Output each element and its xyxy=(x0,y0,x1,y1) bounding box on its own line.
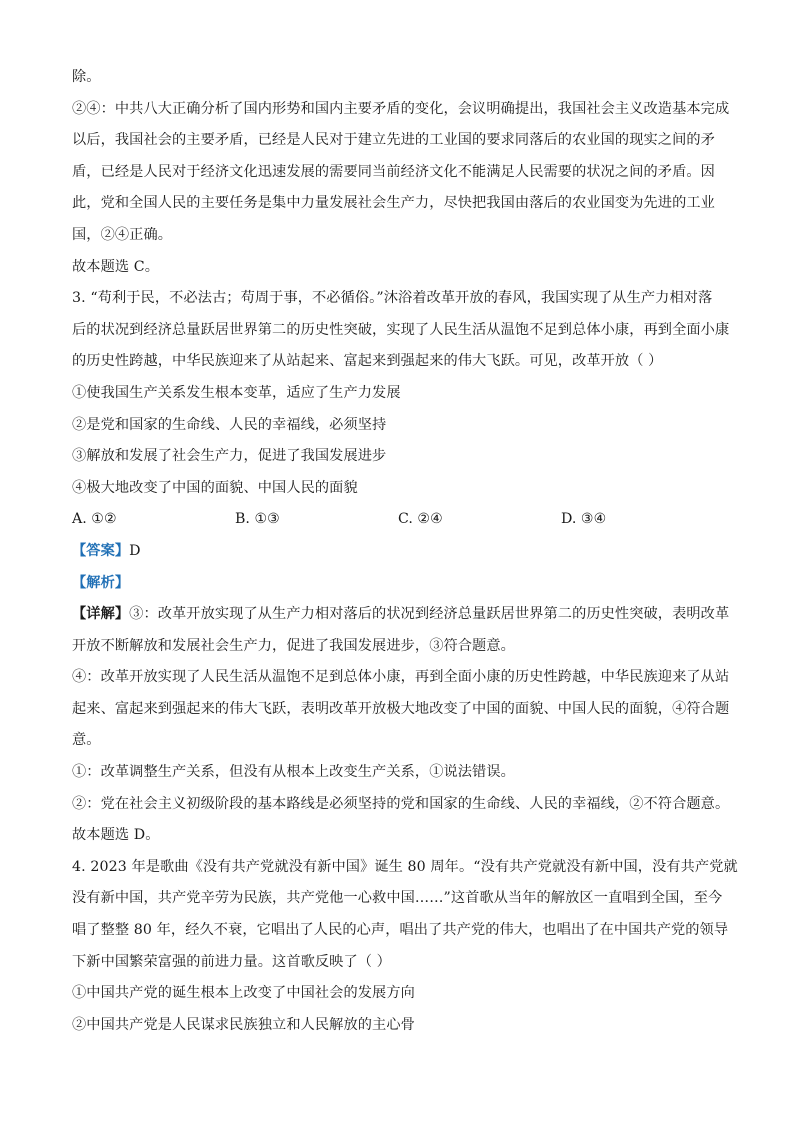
text-line: 国，②④正确。 xyxy=(72,226,173,243)
option-a: A. ①② xyxy=(72,511,117,528)
document-body xyxy=(72,62,738,1041)
statement-item: ④极大地改变了中国的面貌、中国人民的面貌 xyxy=(72,479,358,496)
question-stem: 的历史性跨越，中华民族迎来了从站起来、富起来到强起来的伟大飞跃。可见，改革开放（ ） xyxy=(72,353,663,370)
text-line: ②④：中共八大正确分析了国内形势和国内主要矛盾的变化，会议明确提出，我国社会主义改造基本完成 xyxy=(72,100,730,117)
text-line: ①：改革调整生产关系，但没有从根本上改变生产关系，①说法错误。 xyxy=(72,764,515,781)
question-stem: 下新中国繁荣富强的前进力量。这首歌反映了（ ） xyxy=(72,953,391,970)
statement-item: ①使我国生产关系发生根本变革，适应了生产力发展 xyxy=(72,384,401,401)
text-line: 此，党和全国人民的主要任务是集中力量发展社会生产力，尽快把我国由落后的农业国变为先进的工业 xyxy=(72,195,715,212)
text-line: ②：党在社会主义初级阶段的基本路线是必须坚持的党和国家的生命线、人民的幸福线，②不符合题意。 xyxy=(72,795,730,812)
text-line: 以后，我国社会的主要矛盾，已经是人民对于建立先进的工业国的要求同落后的农业国的现实之间的矛 xyxy=(72,132,715,149)
answer-line xyxy=(72,536,724,568)
question-stem: 3. “苟利于民，不必法古；苟周于事，不必循俗。”沐浴着改革开放的春风，我国实现了从生产力相对落 xyxy=(72,290,713,307)
statement-item: ②是党和国家的生命线、人民的幸福线，必须坚持 xyxy=(72,416,387,433)
analysis-tag: 【解析】 xyxy=(72,574,130,591)
option-c: C. ②④ xyxy=(398,511,443,528)
text-line: 起来、富起来到强起来的伟大飞跃，表明改革开放极大地改变了中国的面貌、中国人民的面貌，④符合题 xyxy=(72,700,730,717)
statement-item: ①中国共产党的诞生根本上改变了中国社会的发展方向 xyxy=(72,985,415,1002)
statement-item: ②中国共产党是人民谋求民族独立和人民解放的主心骨 xyxy=(72,1016,415,1033)
question-stem: 没有新中国，共产党辛劳为民族，共产党他一心救中国……”这首歌从当年的解放区一直唱到全国，至今 xyxy=(72,890,723,907)
text-line: 开放不断解放和发展社会生产力，促进了我国发展进步，③符合题意。 xyxy=(72,637,515,654)
text-line: 故本题选 C。 xyxy=(72,258,160,275)
detail-text: ③：改革开放实现了从生产力相对落后的状况到经济总量跃居世界第二的历史性突破，表明改革 xyxy=(129,606,730,623)
text-line: 故本题选 D。 xyxy=(72,827,160,844)
option-b: B. ①③ xyxy=(235,511,280,528)
text-line: 盾，已经是人民对于经济文化迅速发展的需要同当前经济文化不能满足人民需要的状况之间的矛盾。因 xyxy=(72,163,715,180)
question-stem: 后的状况到经济总量跃居世界第二的历史性突破，实现了人民生活从温饱不足到总体小康，再到全面小康 xyxy=(72,321,730,338)
detail-line xyxy=(72,599,730,631)
option-d: D. ③④ xyxy=(561,511,607,528)
answer-tag: 【答案】 xyxy=(72,542,130,559)
statement-item: ③解放和发展了社会生产力，促进了我国发展进步 xyxy=(72,448,387,465)
text-line: ④：改革开放实现了人民生活从温饱不足到总体小康，再到全面小康的历史性跨越，中华民族迎来了从站 xyxy=(72,669,730,686)
question-stem: 4. 2023 年是歌曲《没有共产党就没有新中国》诞生 80 周年。“没有共产党就没有新中国，没有共产党就 xyxy=(72,858,738,875)
answer-options xyxy=(72,504,724,536)
text-line: 除。 xyxy=(72,69,101,85)
answer-value: D xyxy=(129,542,141,559)
detail-tag: 【详解】 xyxy=(72,606,130,623)
text-line: 意。 xyxy=(72,732,101,749)
question-stem: 唱了整整 80 年，经久不衰，它唱出了人民的心声，唱出了共产党的伟大，也唱出了在中国共产党的领导 xyxy=(72,922,729,939)
analysis-line xyxy=(72,568,724,600)
